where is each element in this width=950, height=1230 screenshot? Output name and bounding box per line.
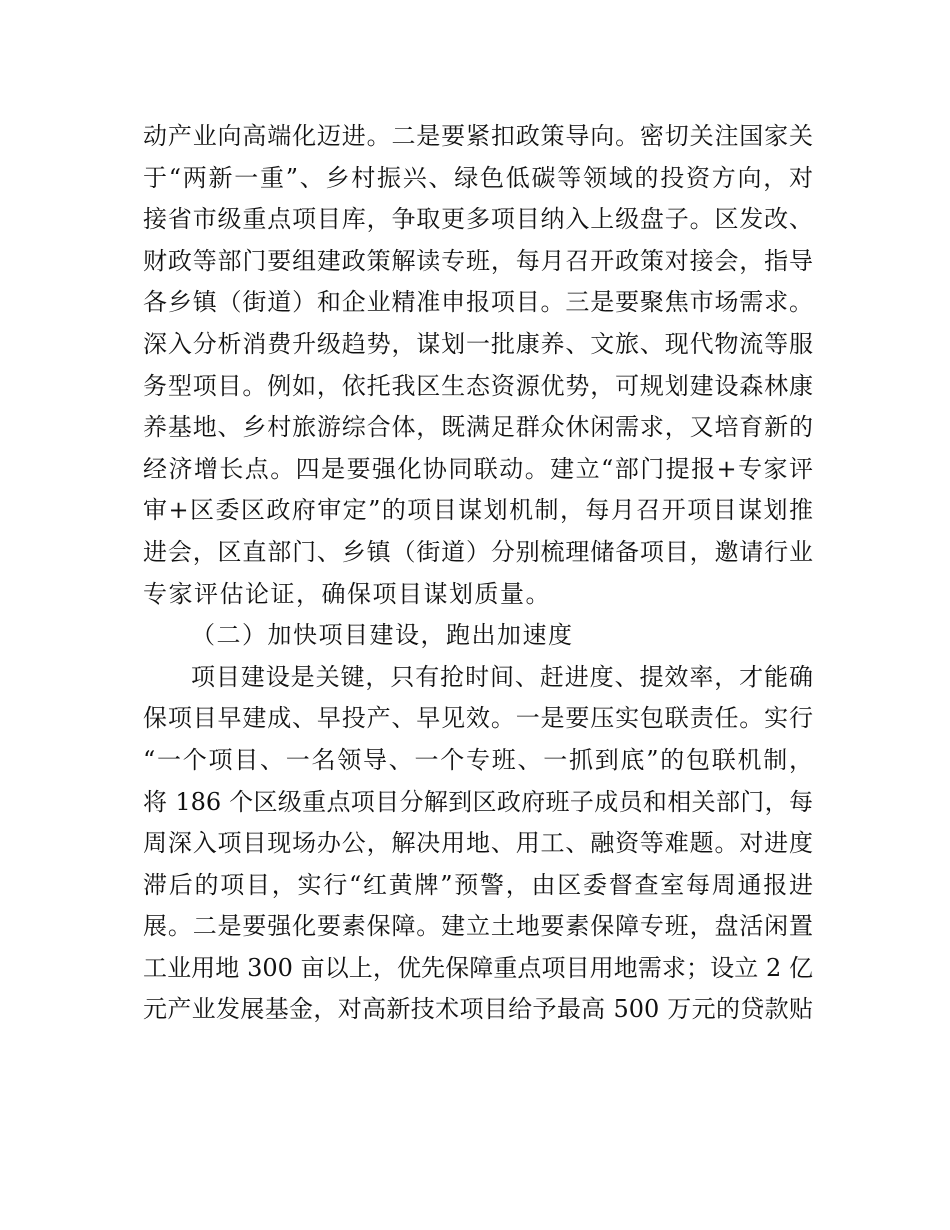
text-line: 务型项目。例如，依托我区生态资源优势，可规划建设森林康 bbox=[143, 371, 813, 400]
text-line: 项目建设是关键，只有抢时间、赶进度、提效率，才能确 bbox=[191, 662, 813, 691]
text-line: 审+区委区政府审定”的项目谋划机制，每月召开项目谋划推 bbox=[143, 496, 813, 525]
text-line: 滞后的项目，实行“红黄牌”预警，由区委督查室每周通报进 bbox=[143, 870, 813, 899]
text-line: 元产业发展基金，对高新技术项目给予最高 500 万元的贷款贴 bbox=[143, 995, 813, 1024]
text-line: 专家评估论证，确保项目谋划质量。 bbox=[143, 579, 551, 608]
paragraph bbox=[143, 116, 813, 615]
text-line: 进会，区直部门、乡镇（街道）分别梳理储备项目，邀请行业 bbox=[143, 537, 813, 566]
text-line: 动产业向高端化迈进。二是要紧扣政策导向。密切关注国家关 bbox=[143, 122, 813, 150]
text-line: 于“两新一重”、乡村振兴、绿色低碳等领域的投资方向，对 bbox=[143, 163, 813, 192]
text-line: 工业用地 300 亩以上，优先保障重点项目用地需求；设立 2 亿 bbox=[143, 953, 813, 982]
text-line: 接省市级重点项目库，争取更多项目纳入上级盘子。区发改、 bbox=[143, 205, 813, 234]
paragraph bbox=[143, 657, 813, 1031]
text-line: 财政等部门要组建政策解读专班，每月召开政策对接会，指导 bbox=[143, 246, 813, 275]
text-line: 深入分析消费升级趋势，谋划一批康养、文旅、现代物流等服 bbox=[143, 329, 813, 358]
text-line: 将 186 个区级重点项目分解到区政府班子成员和相关部门，每 bbox=[143, 787, 813, 816]
text-line: “一个项目、一名领导、一个专班、一抓到底”的包联机制， bbox=[143, 745, 813, 774]
text-line: 周深入项目现场办公，解决用地、用工、融资等难题。对进度 bbox=[143, 829, 813, 858]
text-line: 展。二是要强化要素保障。建立土地要素保障专班，盘活闲置 bbox=[143, 912, 813, 941]
section-heading: （二）加快项目建设，跑出加速度 bbox=[191, 621, 574, 650]
text-line: 经济增长点。四是要强化协同联动。建立“部门提报+专家评 bbox=[143, 454, 813, 483]
text-line: 养基地、乡村旅游综合体，既满足群众休闲需求，又培育新的 bbox=[143, 413, 813, 442]
text-line: 各乡镇（街道）和企业精准申报项目。三是要聚焦市场需求。 bbox=[143, 288, 813, 317]
text-line: 保项目早建成、早投产、早见效。一是要压实包联责任。实行 bbox=[143, 704, 813, 733]
document-body bbox=[143, 116, 813, 1031]
